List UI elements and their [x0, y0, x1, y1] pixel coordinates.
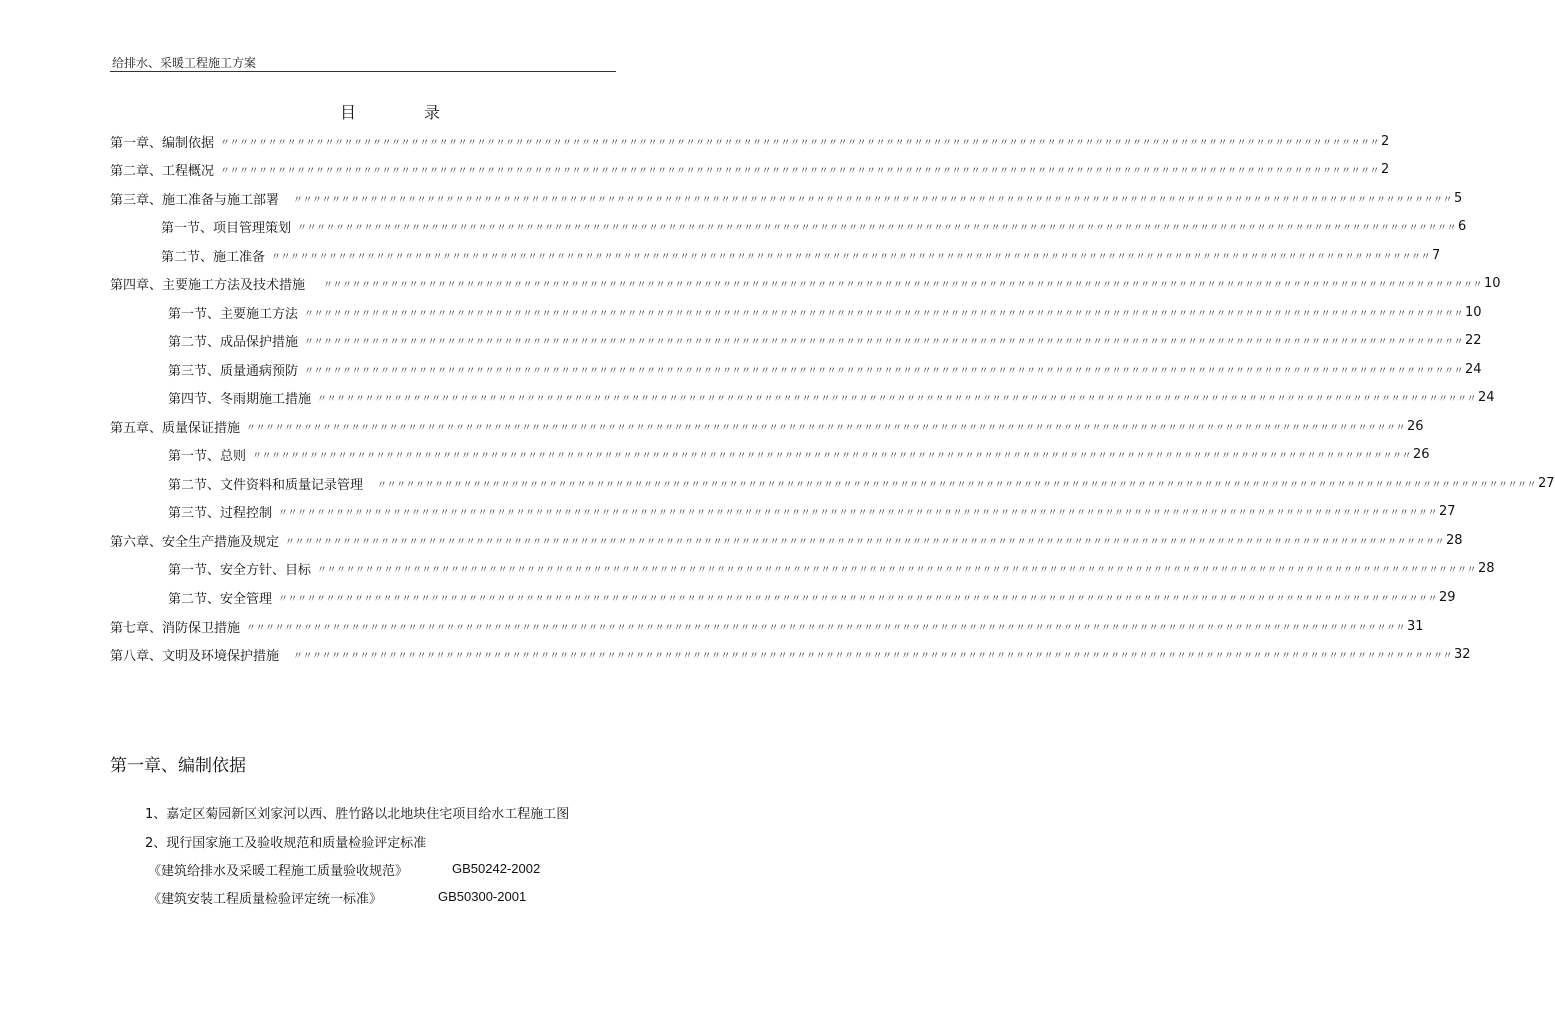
toc-entry[interactable]	[110, 415, 1424, 437]
toc-entry[interactable]	[168, 358, 1482, 380]
toc-leader-dots: 〃〃〃〃〃〃〃〃〃〃〃〃〃〃〃〃〃〃〃〃〃〃〃〃〃〃〃〃〃〃〃〃〃〃〃〃〃〃〃〃〃〃〃〃〃〃〃〃〃〃〃〃〃〃〃〃〃〃〃〃〃〃〃〃〃〃〃〃〃〃〃〃〃〃〃〃〃〃〃〃〃〃〃〃〃〃〃〃〃〃〃〃〃〃〃〃〃〃〃〃〃〃〃〃〃〃〃〃〃〃〃〃〃〃〃〃〃〃〃〃〃〃	[293, 194, 1453, 206]
header-divider	[110, 71, 616, 72]
toc-entry-label: 第七章、消防保卫措施	[110, 620, 241, 636]
toc-leader-dots: 〃〃〃〃〃〃〃〃〃〃〃〃〃〃〃〃〃〃〃〃〃〃〃〃〃〃〃〃〃〃〃〃〃〃〃〃〃〃〃〃〃〃〃〃〃〃〃〃〃〃〃〃〃〃〃〃〃〃〃〃〃〃〃〃〃〃〃〃〃〃〃〃〃〃〃〃〃〃〃〃〃〃〃〃〃〃〃〃〃〃〃〃〃〃〃〃〃〃〃〃〃〃〃〃〃〃〃〃〃〃〃〃〃〃〃〃〃〃〃〃〃〃	[304, 308, 1464, 320]
toc-entry-label: 第三章、施工准备与施工部署	[110, 192, 280, 208]
toc-entry-page: 31	[1407, 618, 1424, 634]
toc-leader-dots: 〃〃〃〃〃〃〃〃〃〃〃〃〃〃〃〃〃〃〃〃〃〃〃〃〃〃〃〃〃〃〃〃〃〃〃〃〃〃〃〃〃〃〃〃〃〃〃〃〃〃〃〃〃〃〃〃〃〃〃〃〃〃〃〃〃〃〃〃〃〃〃〃〃〃〃〃〃〃〃〃〃〃〃〃〃〃〃〃〃〃〃〃〃〃〃〃〃〃〃〃〃〃〃〃〃〃〃〃〃〃〃〃〃〃〃〃〃〃〃〃〃〃	[377, 479, 1537, 491]
toc-entry-page: 27	[1538, 475, 1555, 491]
toc-entry[interactable]	[168, 500, 1456, 522]
toc-entry-label: 第二章、工程概况	[110, 163, 215, 179]
toc-entry[interactable]	[168, 557, 1495, 579]
standard-code-2: GB50300-2001	[438, 889, 527, 904]
toc-leader-dots: 〃〃〃〃〃〃〃〃〃〃〃〃〃〃〃〃〃〃〃〃〃〃〃〃〃〃〃〃〃〃〃〃〃〃〃〃〃〃〃〃〃〃〃〃〃〃〃〃〃〃〃〃〃〃〃〃〃〃〃〃〃〃〃〃〃〃〃〃〃〃〃〃〃〃〃〃〃〃〃〃〃〃〃〃〃〃〃〃〃〃〃〃〃〃〃〃〃〃〃〃〃〃〃〃〃〃〃〃〃〃〃〃〃〃〃〃〃〃〃〃〃〃	[246, 622, 1406, 634]
toc-entry[interactable]	[110, 187, 1463, 209]
toc-entry-page: 5	[1454, 190, 1463, 206]
toc-entry-label: 第一章、编制依据	[110, 135, 215, 151]
toc-entry[interactable]	[161, 215, 1467, 237]
toc-leader-dots: 〃〃〃〃〃〃〃〃〃〃〃〃〃〃〃〃〃〃〃〃〃〃〃〃〃〃〃〃〃〃〃〃〃〃〃〃〃〃〃〃〃〃〃〃〃〃〃〃〃〃〃〃〃〃〃〃〃〃〃〃〃〃〃〃〃〃〃〃〃〃〃〃〃〃〃〃〃〃〃〃〃〃〃〃〃〃〃〃〃〃〃〃〃〃〃〃〃〃〃〃〃〃〃〃〃〃〃〃〃〃〃〃〃〃〃〃〃〃〃〃〃〃	[252, 450, 1412, 462]
toc-entry-label: 第五章、质量保证措施	[110, 420, 241, 436]
toc-leader-dots: 〃〃〃〃〃〃〃〃〃〃〃〃〃〃〃〃〃〃〃〃〃〃〃〃〃〃〃〃〃〃〃〃〃〃〃〃〃〃〃〃〃〃〃〃〃〃〃〃〃〃〃〃〃〃〃〃〃〃〃〃〃〃〃〃〃〃〃〃〃〃〃〃〃〃〃〃〃〃〃〃〃〃〃〃〃〃〃〃〃〃〃〃〃〃〃〃〃〃〃〃〃〃〃〃〃〃〃〃〃〃〃〃〃〃〃〃〃〃〃〃〃〃	[278, 593, 1438, 605]
toc-entry-page: 28	[1446, 532, 1463, 548]
chapter-heading: 第一章、编制依据	[110, 756, 246, 776]
toc-leader-dots: 〃〃〃〃〃〃〃〃〃〃〃〃〃〃〃〃〃〃〃〃〃〃〃〃〃〃〃〃〃〃〃〃〃〃〃〃〃〃〃〃〃〃〃〃〃〃〃〃〃〃〃〃〃〃〃〃〃〃〃〃〃〃〃〃〃〃〃〃〃〃〃〃〃〃〃〃〃〃〃〃〃〃〃〃〃〃〃〃〃〃〃〃〃〃〃〃〃〃〃〃〃〃〃〃〃〃〃〃〃〃〃〃〃〃〃〃〃〃〃〃〃〃	[304, 365, 1464, 377]
toc-leader-dots: 〃〃〃〃〃〃〃〃〃〃〃〃〃〃〃〃〃〃〃〃〃〃〃〃〃〃〃〃〃〃〃〃〃〃〃〃〃〃〃〃〃〃〃〃〃〃〃〃〃〃〃〃〃〃〃〃〃〃〃〃〃〃〃〃〃〃〃〃〃〃〃〃〃〃〃〃〃〃〃〃〃〃〃〃〃〃〃〃〃〃〃〃〃〃〃〃〃〃〃〃〃〃〃〃〃〃〃〃〃〃〃〃〃〃〃〃〃〃〃〃〃〃	[323, 279, 1483, 291]
toc-entry-page: 28	[1478, 560, 1495, 576]
toc-entry[interactable]	[168, 443, 1430, 465]
toc-leader-dots: 〃〃〃〃〃〃〃〃〃〃〃〃〃〃〃〃〃〃〃〃〃〃〃〃〃〃〃〃〃〃〃〃〃〃〃〃〃〃〃〃〃〃〃〃〃〃〃〃〃〃〃〃〃〃〃〃〃〃〃〃〃〃〃〃〃〃〃〃〃〃〃〃〃〃〃〃〃〃〃〃〃〃〃〃〃〃〃〃〃〃〃〃〃〃〃〃〃〃〃〃〃〃〃〃〃〃〃〃〃〃〃〃〃〃〃〃〃〃〃〃〃〃	[278, 507, 1438, 519]
toc-entry[interactable]	[110, 272, 1501, 294]
toc-entry-label: 第一节、项目管理策划	[161, 220, 292, 236]
toc-entry-label: 第一节、主要施工方法	[168, 306, 299, 322]
toc-entry[interactable]	[110, 529, 1463, 551]
toc-leader-dots: 〃〃〃〃〃〃〃〃〃〃〃〃〃〃〃〃〃〃〃〃〃〃〃〃〃〃〃〃〃〃〃〃〃〃〃〃〃〃〃〃〃〃〃〃〃〃〃〃〃〃〃〃〃〃〃〃〃〃〃〃〃〃〃〃〃〃〃〃〃〃〃〃〃〃〃〃〃〃〃〃〃〃〃〃〃〃〃〃〃〃〃〃〃〃〃〃〃〃〃〃〃〃〃〃〃〃〃〃〃〃〃〃〃〃〃〃〃〃〃〃〃〃	[220, 165, 1380, 177]
toc-entry-label: 第六章、安全生产措施及规定	[110, 534, 280, 550]
toc-entry-page: 6	[1458, 218, 1467, 234]
toc-entry-label: 第四章、主要施工方法及技术措施	[110, 277, 306, 293]
toc-leader-dots: 〃〃〃〃〃〃〃〃〃〃〃〃〃〃〃〃〃〃〃〃〃〃〃〃〃〃〃〃〃〃〃〃〃〃〃〃〃〃〃〃〃〃〃〃〃〃〃〃〃〃〃〃〃〃〃〃〃〃〃〃〃〃〃〃〃〃〃〃〃〃〃〃〃〃〃〃〃〃〃〃〃〃〃〃〃〃〃〃〃〃〃〃〃〃〃〃〃〃〃〃〃〃〃〃〃〃〃〃〃〃〃〃〃〃〃〃〃〃〃〃〃〃	[285, 536, 1445, 548]
toc-leader-dots: 〃〃〃〃〃〃〃〃〃〃〃〃〃〃〃〃〃〃〃〃〃〃〃〃〃〃〃〃〃〃〃〃〃〃〃〃〃〃〃〃〃〃〃〃〃〃〃〃〃〃〃〃〃〃〃〃〃〃〃〃〃〃〃〃〃〃〃〃〃〃〃〃〃〃〃〃〃〃〃〃〃〃〃〃〃〃〃〃〃〃〃〃〃〃〃〃〃〃〃〃〃〃〃〃〃〃〃〃〃〃〃〃〃〃〃〃〃〃〃〃〃〃	[317, 564, 1477, 576]
toc-entry[interactable]	[161, 244, 1441, 266]
toc-title: 目 录	[340, 103, 467, 122]
toc-entry-page: 24	[1478, 389, 1495, 405]
toc-leader-dots: 〃〃〃〃〃〃〃〃〃〃〃〃〃〃〃〃〃〃〃〃〃〃〃〃〃〃〃〃〃〃〃〃〃〃〃〃〃〃〃〃〃〃〃〃〃〃〃〃〃〃〃〃〃〃〃〃〃〃〃〃〃〃〃〃〃〃〃〃〃〃〃〃〃〃〃〃〃〃〃〃〃〃〃〃〃〃〃〃〃〃〃〃〃〃〃〃〃〃〃〃〃〃〃〃〃〃〃〃〃〃〃〃〃〃〃〃〃〃〃〃〃〃	[220, 137, 1380, 149]
toc-entry-page: 32	[1454, 646, 1471, 662]
toc-entry-label: 第四节、冬雨期施工措施	[168, 391, 312, 407]
toc-entry-label: 第二节、文件资料和质量记录管理	[168, 477, 364, 493]
toc-entry-label: 第二节、成品保护措施	[168, 334, 299, 350]
toc-entry-page: 27	[1439, 503, 1456, 519]
standard-name-2: 《建筑安装工程质量检验评定统一标准》	[148, 892, 383, 907]
toc-entry[interactable]	[110, 158, 1390, 180]
toc-entry-label: 第三节、质量通病预防	[168, 363, 299, 379]
page-header: 给排水、采暖工程施工方案	[112, 56, 257, 70]
toc-leader-dots: 〃〃〃〃〃〃〃〃〃〃〃〃〃〃〃〃〃〃〃〃〃〃〃〃〃〃〃〃〃〃〃〃〃〃〃〃〃〃〃〃〃〃〃〃〃〃〃〃〃〃〃〃〃〃〃〃〃〃〃〃〃〃〃〃〃〃〃〃〃〃〃〃〃〃〃〃〃〃〃〃〃〃〃〃〃〃〃〃〃〃〃〃〃〃〃〃〃〃〃〃〃〃〃〃〃〃〃〃〃〃〃〃〃〃〃〃〃〃〃〃〃〃	[297, 222, 1457, 234]
toc-entry-page: 10	[1484, 275, 1501, 291]
toc-leader-dots: 〃〃〃〃〃〃〃〃〃〃〃〃〃〃〃〃〃〃〃〃〃〃〃〃〃〃〃〃〃〃〃〃〃〃〃〃〃〃〃〃〃〃〃〃〃〃〃〃〃〃〃〃〃〃〃〃〃〃〃〃〃〃〃〃〃〃〃〃〃〃〃〃〃〃〃〃〃〃〃〃〃〃〃〃〃〃〃〃〃〃〃〃〃〃〃〃〃〃〃〃〃〃〃〃〃〃〃〃〃〃〃〃〃〃〃〃〃〃〃〃〃〃	[317, 393, 1477, 405]
toc-entry-label: 第一节、总则	[168, 448, 247, 464]
toc-entry-page: 2	[1381, 133, 1390, 149]
toc-entry-page: 10	[1465, 304, 1482, 320]
toc-leader-dots: 〃〃〃〃〃〃〃〃〃〃〃〃〃〃〃〃〃〃〃〃〃〃〃〃〃〃〃〃〃〃〃〃〃〃〃〃〃〃〃〃〃〃〃〃〃〃〃〃〃〃〃〃〃〃〃〃〃〃〃〃〃〃〃〃〃〃〃〃〃〃〃〃〃〃〃〃〃〃〃〃〃〃〃〃〃〃〃〃〃〃〃〃〃〃〃〃〃〃〃〃〃〃〃〃〃〃〃〃〃〃〃〃〃〃〃〃〃〃〃〃〃〃	[246, 422, 1406, 434]
toc-entry-label: 第八章、文明及环境保护措施	[110, 648, 280, 664]
toc-entry-page: 2	[1381, 161, 1390, 177]
toc-leader-dots: 〃〃〃〃〃〃〃〃〃〃〃〃〃〃〃〃〃〃〃〃〃〃〃〃〃〃〃〃〃〃〃〃〃〃〃〃〃〃〃〃〃〃〃〃〃〃〃〃〃〃〃〃〃〃〃〃〃〃〃〃〃〃〃〃〃〃〃〃〃〃〃〃〃〃〃〃〃〃〃〃〃〃〃〃〃〃〃〃〃〃〃〃〃〃〃〃〃〃〃〃〃〃〃〃〃〃〃〃〃〃〃〃〃〃〃〃〃〃〃〃〃〃	[293, 650, 1453, 662]
toc-entry-label: 第一节、安全方针、目标	[168, 562, 312, 578]
toc-entry-page: 22	[1465, 332, 1482, 348]
toc-entry-label: 第二节、安全管理	[168, 591, 273, 607]
toc-entry[interactable]	[168, 586, 1456, 608]
toc-entry-page: 26	[1413, 446, 1430, 462]
toc-leader-dots: 〃〃〃〃〃〃〃〃〃〃〃〃〃〃〃〃〃〃〃〃〃〃〃〃〃〃〃〃〃〃〃〃〃〃〃〃〃〃〃〃〃〃〃〃〃〃〃〃〃〃〃〃〃〃〃〃〃〃〃〃〃〃〃〃〃〃〃〃〃〃〃〃〃〃〃〃〃〃〃〃〃〃〃〃〃〃〃〃〃〃〃〃〃〃〃〃〃〃〃〃〃〃〃〃〃〃〃〃〃〃〃〃〃〃〃〃〃〃〃〃〃〃	[304, 336, 1464, 348]
toc-entry[interactable]	[168, 301, 1482, 323]
toc-leader-dots: 〃〃〃〃〃〃〃〃〃〃〃〃〃〃〃〃〃〃〃〃〃〃〃〃〃〃〃〃〃〃〃〃〃〃〃〃〃〃〃〃〃〃〃〃〃〃〃〃〃〃〃〃〃〃〃〃〃〃〃〃〃〃〃〃〃〃〃〃〃〃〃〃〃〃〃〃〃〃〃〃〃〃〃〃〃〃〃〃〃〃〃〃〃〃〃〃〃〃〃〃〃〃〃〃〃〃〃〃〃〃〃〃〃〃〃〃〃〃〃〃〃〃	[271, 251, 1431, 263]
standard-name-1: 《建筑给排水及采暖工程施工质量验收规范》	[148, 864, 409, 879]
toc-entry[interactable]	[110, 643, 1471, 665]
toc-entry-page: 7	[1432, 247, 1441, 263]
toc-entry-label: 第二节、施工准备	[161, 249, 266, 265]
toc-entry-page: 29	[1439, 589, 1456, 605]
toc-entry[interactable]	[168, 472, 1555, 494]
toc-entry-page: 24	[1465, 361, 1482, 377]
reference-item-2: 2、现行国家施工及验收规范和质量检验评定标准	[145, 836, 427, 851]
toc-entry[interactable]	[168, 386, 1495, 408]
toc-entry[interactable]	[168, 329, 1482, 351]
reference-item-1: 1、嘉定区菊园新区刘家河以西、胜竹路以北地块住宅项目给水工程施工图	[145, 807, 570, 822]
toc-entry[interactable]	[110, 130, 1390, 152]
standard-code-1: GB50242-2002	[452, 861, 541, 876]
toc-entry[interactable]	[110, 615, 1424, 637]
toc-entry-label: 第三节、过程控制	[168, 505, 273, 521]
toc-entry-page: 26	[1407, 418, 1424, 434]
